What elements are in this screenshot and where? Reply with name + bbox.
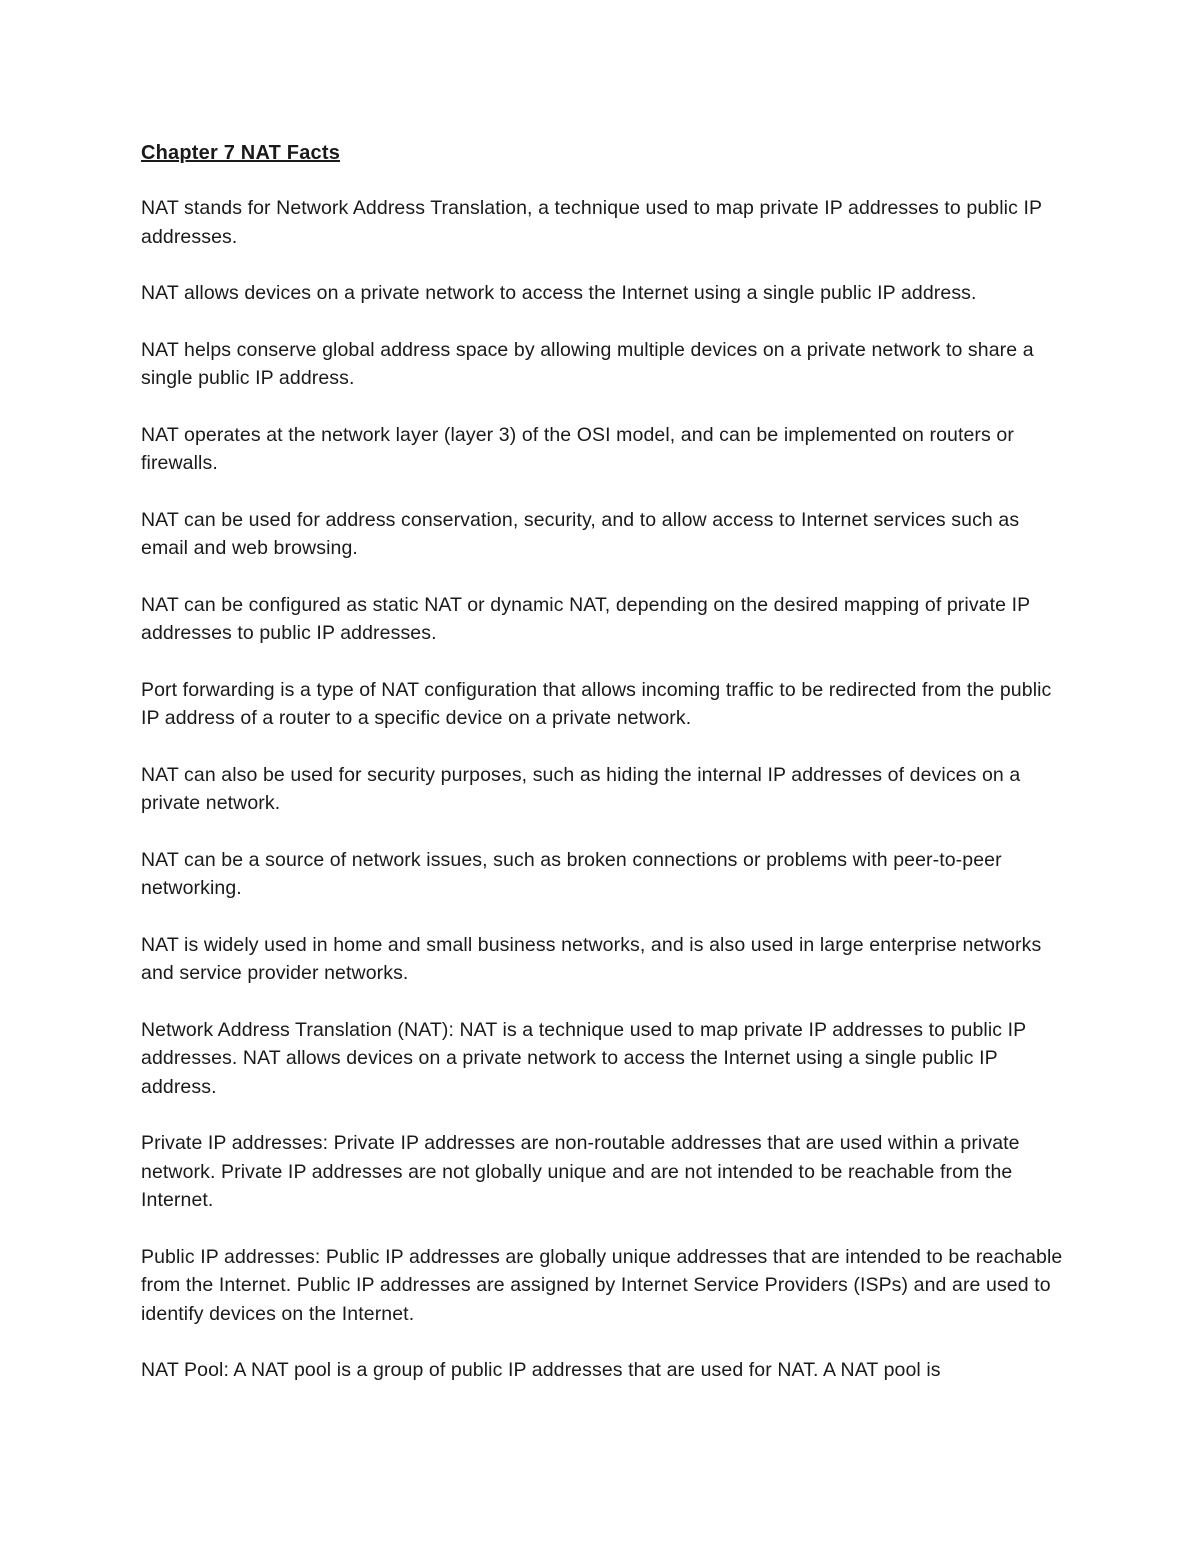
paragraph: NAT operates at the network layer (layer 3) of the OSI model, and can be implemented on routers or firewalls. [141, 423, 1014, 474]
paragraph: NAT allows devices on a private network to access the Internet using a single public IP address. [141, 282, 977, 304]
paragraph: NAT helps conserve global address space by allowing multiple devices on a private network to share a single public IP address. [141, 338, 1034, 389]
paragraph: Private IP addresses: Private IP addresses are non-routable addresses that are used within a private network. Private IP addresses are not globally unique and are not intended to be reachable from the Internet. [141, 1132, 1020, 1211]
paragraph: Port forwarding is a type of NAT configuration that allows incoming traffic to be redirected from the public IP address of a router to a specific device on a private network. [141, 678, 1052, 729]
paragraph: NAT can be a source of network issues, such as broken connections or problems with peer-to-peer networking. [141, 848, 1002, 899]
page-title: Chapter 7 NAT Facts [141, 142, 341, 164]
paragraph: Network Address Translation (NAT): NAT is a technique used to map private IP addresses to public IP addresses. NAT allows devices on a private network to access the Internet using a single public IP address. [141, 1018, 1026, 1098]
paragraph: NAT is widely used in home and small business networks, and is also used in large enterprise networks and service provider networks. [141, 933, 1042, 984]
paragraph: NAT can be used for address conservation, security, and to allow access to Internet services such as email and web browsing. [141, 508, 1020, 559]
document-page [141, 139, 1071, 1413]
paragraph: NAT can be configured as static NAT or dynamic NAT, depending on the desired mapping of private IP addresses to public IP addresses. [141, 593, 1030, 644]
paragraph: NAT can also be used for security purposes, such as hiding the internal IP addresses of devices on a private network. [141, 763, 1021, 814]
paragraph: NAT stands for Network Address Translation, a technique used to map private IP addresses to public IP addresses. [141, 197, 1042, 248]
paragraph: Public IP addresses: Public IP addresses are globally unique addresses that are intended to be reachable from the Internet. Public IP addresses are assigned by Internet Service Providers (ISPs) and are used to identify devices on the Internet. [141, 1245, 1063, 1325]
paragraph: NAT Pool: A NAT pool is a group of public IP addresses that are used for NAT. A NAT pool is [141, 1359, 941, 1381]
